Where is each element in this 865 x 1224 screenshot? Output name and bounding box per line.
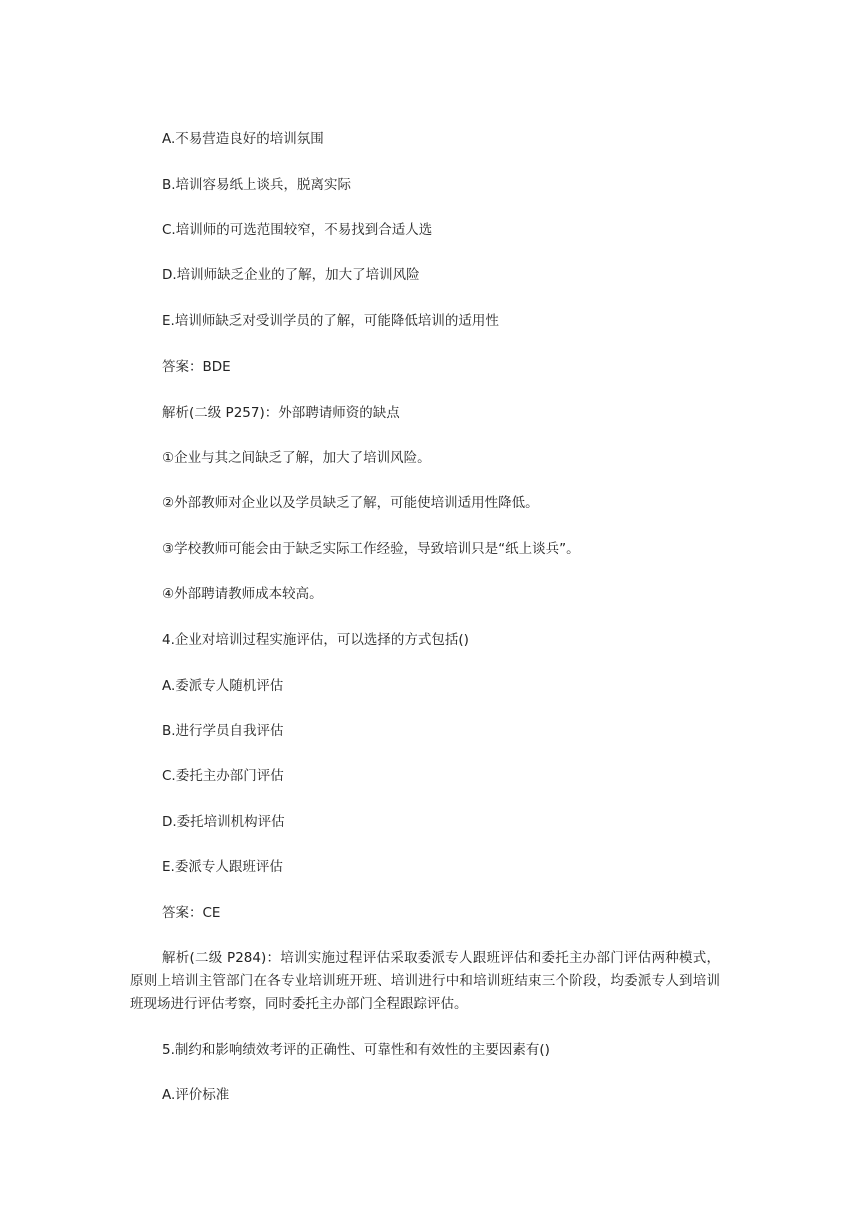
option-e-q4: E.委派专人跟班评估 <box>162 859 283 875</box>
question-5: 5.制约和影响绩效考评的正确性、可靠性和有效性的主要因素有() <box>162 1042 550 1058</box>
analysis-point-1: ①企业与其之间缺乏了解，加大了培训风险。 <box>162 450 431 466</box>
option-d-q4: D.委托培训机构评估 <box>162 814 285 830</box>
analysis-point-3: ③学校教师可能会由于缺乏实际工作经验，导致培训只是“纸上谈兵”。 <box>162 541 580 557</box>
option-b-q4: B.进行学员自我评估 <box>162 723 284 739</box>
analysis-point-2: ②外部教师对企业以及学员缺乏了解，可能使培训适用性降低。 <box>162 495 539 511</box>
answer-q4: 答案：CE <box>162 905 221 921</box>
analysis-paragraph-q4: 解析(二级 P284)：培训实施过程评估采取委派专人跟班评估和委托主办部门评估两种模式，原则上培训主管部门在各专业培训班开班、培训进行中和培训班结束三个阶段，均委派专人到培训班现场进行评估考察，同时委托主办部门全程跟踪评估。 <box>130 950 720 1012</box>
analysis-heading-q3: 解析(二级 P257)：外部聘请师资的缺点 <box>162 405 400 421</box>
option-d-q3: D.培训师缺乏企业的了解，加大了培训风险 <box>162 267 420 283</box>
option-b-q3: B.培训容易纸上谈兵，脱离实际 <box>162 177 352 193</box>
option-c-q3: C.培训师的可选范围较窄，不易找到合适人选 <box>162 222 433 238</box>
analysis-point-4: ④外部聘请教师成本较高。 <box>162 586 323 602</box>
question-4: 4.企业对培训过程实施评估，可以选择的方式包括() <box>162 632 469 648</box>
option-e-q3: E.培训师缺乏对受训学员的了解，可能降低培训的适用性 <box>162 313 499 329</box>
answer-q3: 答案：BDE <box>162 359 231 375</box>
option-a-q5: A.评价标准 <box>162 1087 230 1103</box>
option-c-q4: C.委托主办部门评估 <box>162 768 284 784</box>
option-a-q3: A.不易营造良好的培训氛围 <box>162 131 324 147</box>
option-a-q4: A.委派专人随机评估 <box>162 678 284 694</box>
